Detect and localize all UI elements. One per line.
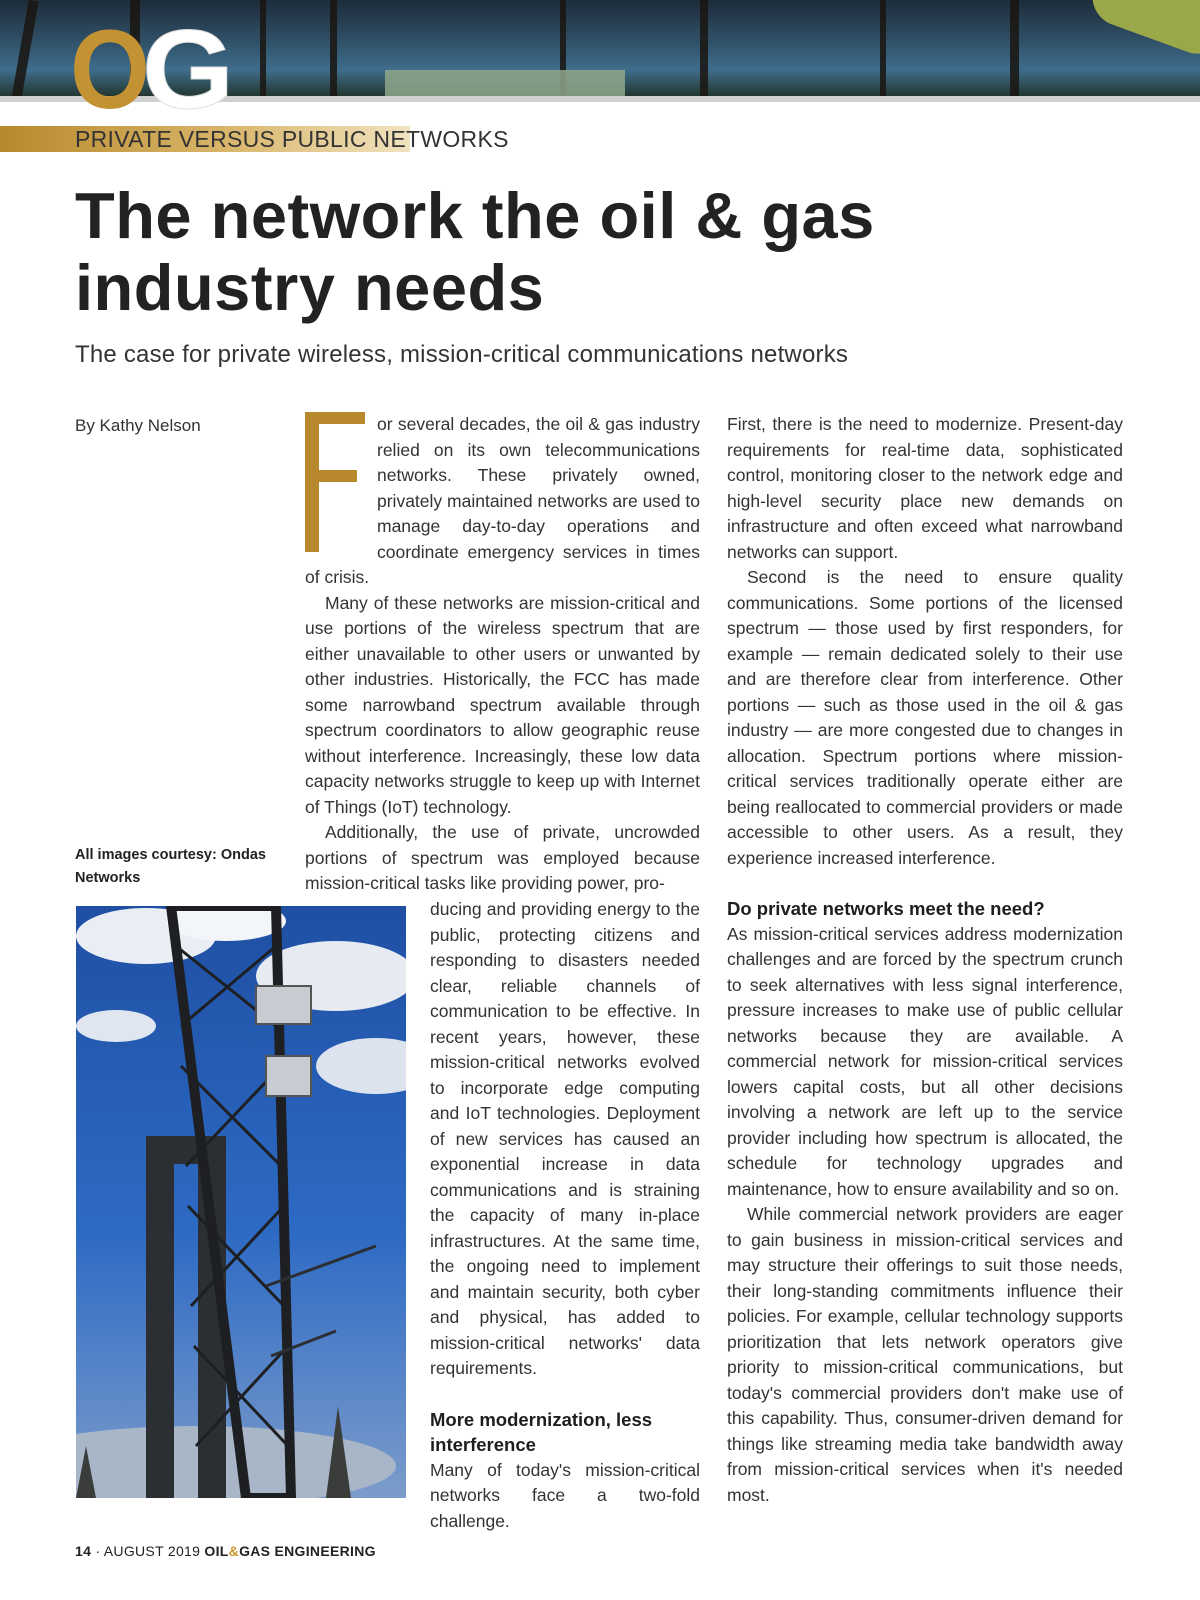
article-paragraph: or several decades, the oil & gas industry relied on its own telecommunications networks. These privately owned, privately maintained networks are used to manage day-to-day operations and coordinate emergency services in times of crisis. [305, 414, 700, 587]
drop-cap-f [305, 412, 373, 552]
page-footer [75, 1543, 376, 1559]
og-logo [70, 18, 245, 118]
image-credit: All images courtesy: Ondas Networks [75, 847, 266, 886]
article-column-middle [305, 412, 700, 897]
article-paragraph: Many of these networks are mission-critical and use portions of the wireless spectrum that are either unavailable to other users or unwanted by other industries. Historically, the FCC has made some narrowband spectrum available through spectrum coordinators to allow geographic reuse without interference. Increasingly, these low data capacity networks struggle to keep up with Internet of Things (IoT) technology. [305, 592, 700, 817]
issue-date: AUGUST 2019 [103, 1543, 201, 1559]
article-paragraph: While commercial network providers are eager to gain business in mission-critical services and may structure their offerings to suit those needs, their long-standing commitments influence their policies. For example, cellular technology supports prioritization that lets network operators give priority to mission-critical communications, but today's commercial providers don't make use of this capability. Thus, consumer-driven demand for things like streaming media take bandwidth away from mission-critical services when it's needed most. [727, 1204, 1123, 1505]
article-title: The network the oil & gas industry needs [75, 179, 875, 324]
article-paragraph: Second is the need to ensure quality communications. Some portions of the licensed spectrum — those used by first responders, for example — remain dedicated solely to their use and are therefore clear from interference. Other portions — such as those used in the oil & gas industry — are more congested due to changes in allocation. Spectrum portions where mission-critical services traditionally operate either are being reallocated to commercial providers or made accessible to other users. As a result, they experience increased interference. [727, 567, 1123, 868]
article-paragraph: Additionally, the use of private, uncrowded portions of spectrum was employed because mission-critical tasks like providing power, pro- [305, 822, 700, 893]
article-paragraph: Many of today's mission-critical networks face a two-fold challenge. [430, 1459, 700, 1531]
article-paragraph: First, there is the need to modernize. Present-day requirements for real-time data, sophisticated control, monitoring closer to the network edge and high-level security place new demands on infrastructure and often exceed what narrowband networks can support. [727, 414, 1123, 562]
page-number: 14 [75, 1543, 92, 1559]
article-subtitle: The case for private wireless, mission-critical communications networks [75, 341, 849, 368]
article-column-middle-lower [430, 897, 700, 1534]
byline: By Kathy Nelson [75, 416, 201, 435]
svg-text:O: O [70, 18, 150, 118]
tower-photo [76, 906, 406, 1498]
svg-text:G: G [142, 18, 234, 118]
article-paragraph: As mission-critical services address modernization challenges and are forced by the spectrum crunch to seek alternatives with less signal interference, pressure increases to make use of public cellular networks because they are available. A commercial network for mission-critical services lowers capital costs, but all other decisions involving a network are left up to the service provider including how spectrum is allocated, the schedule for technology upgrades and maintenance, how to ensure availability and so on. [727, 923, 1123, 1199]
section-kicker: PRIVATE VERSUS PUBLIC NETWORKS [75, 126, 509, 152]
section-heading: Do private networks meet the need? [727, 898, 1045, 919]
section-heading: More modernization, less interference [430, 1408, 653, 1455]
article-column-right [727, 412, 1123, 1508]
article-paragraph: ducing and providing energy to the public, protecting citizens and responding to disasters needed clear, reliable channels of communication to be effective. In recent years, however, these mission-critical networks evolved to incorporate edge computing and IoT technologies. Deployment of new services has caused an exponential increase in data communications and is straining the capacity of many in-place infrastructures. At the same time, the ongoing need to implement and maintain security, both cyber and physical, has added to mission-critical networks' data requirements. [430, 899, 700, 1378]
footer-separator: · [95, 1543, 101, 1559]
magazine-name: OIL&GAS ENGINEERING [204, 1543, 376, 1559]
